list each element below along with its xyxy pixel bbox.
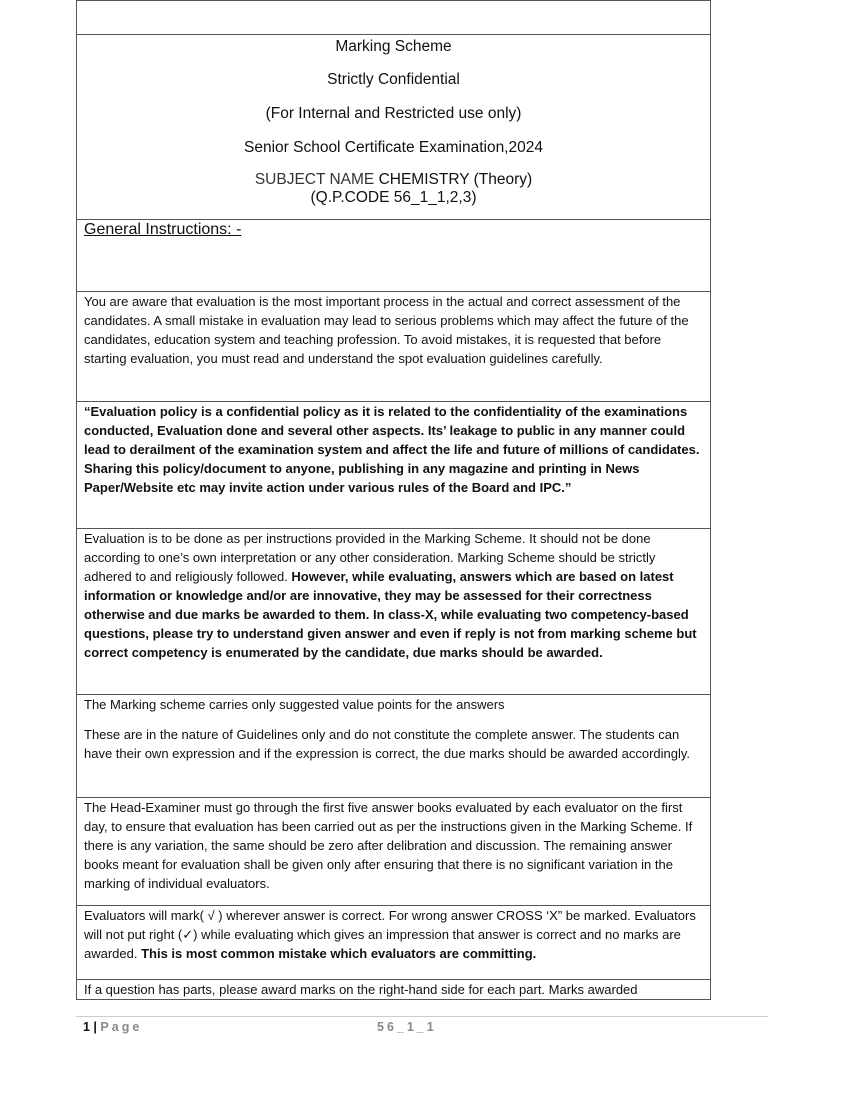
empty-row bbox=[77, 1, 710, 35]
instruction-text-5: The Head-Examiner must go through the first five answer books evaluated by each evaluator on the first day, to ensure that evaluation has been carried out as per the instructions given in the Marking Scheme. If there is any variation, the same should be zero after delibration and discussion. The remaining answer books meant for evaluation shall be given only after ensuring that there is no significant variation in the marking of individual evaluators. bbox=[84, 800, 693, 891]
instruction-row-7 bbox=[77, 980, 710, 999]
instruction-row-2 bbox=[77, 402, 710, 529]
subject-name: CHEMISTRY (Theory) bbox=[378, 171, 533, 188]
page-number: 1 bbox=[83, 1020, 90, 1034]
instruction-text-3-normal: Evaluation is to be done as per instructions provided in the Marking Scheme. It should not be done according to one’s own interpretation or any other consideration. Marking Scheme should be strictly adhered to and religiously followed. bbox=[84, 531, 656, 584]
page-separator: | bbox=[89, 1020, 101, 1034]
instruction-text-4b: These are in the nature of Guidelines only and do not constitute the complete answer. The students can have their own expression and if the expression is correct, the due marks should be awarded accordingly. bbox=[84, 727, 691, 761]
instruction-row-6 bbox=[77, 906, 710, 980]
general-instructions-title: General Instructions: - bbox=[84, 221, 242, 238]
footer-divider bbox=[76, 1016, 768, 1017]
general-instructions-row bbox=[77, 220, 710, 292]
instruction-text-3 bbox=[84, 529, 703, 662]
instruction-text-3-bold: However, while evaluating, answers which are based on latest information or knowledge and/or are innovative, they may be assessed for their correctness otherwise and due marks be awarded to them. In class-X, while evaluating two competency-based questions, please try to understand given answer and even if reply is not from marking scheme but correct competency is enumerated by the candidate, due marks should be awarded. bbox=[84, 569, 697, 660]
restricted-label: (For Internal and Restricted use only) bbox=[265, 105, 522, 122]
confidential-label: Strictly Confidential bbox=[327, 71, 460, 88]
subject-line bbox=[77, 171, 710, 189]
instruction-row-3 bbox=[77, 529, 710, 695]
qp-code: (Q.P.CODE 56_1_1,2,3) bbox=[310, 189, 477, 206]
instruction-row-4 bbox=[77, 695, 710, 798]
instruction-text-6-bold: This is most common mistake which evaluators are committing. bbox=[141, 946, 537, 961]
instruction-row-1 bbox=[77, 292, 710, 402]
instruction-text-7: If a question has parts, please award marks on the right-hand side for each part. Marks awarded bbox=[84, 982, 638, 997]
header-block bbox=[77, 35, 710, 220]
page-label: Page bbox=[100, 1020, 143, 1034]
instruction-text-6-normal: Evaluators will mark( √ ) wherever answer is correct. For wrong answer CROSS ‘X” be marked. Evaluators will not put right (✓) while evaluating which gives an impression that answer is correct and no marks are awarded. bbox=[84, 908, 696, 961]
instruction-text-1: You are aware that evaluation is the most important process in the actual and correct assessment of the candidates. A small mistake in evaluation may lead to serious problems which may affect the future of the candidates, education system and teaching profession. To avoid mistakes, it is requested that before starting evaluation, you must read and understand the spot evaluation guidelines carefully. bbox=[84, 294, 689, 366]
exam-name: Senior School Certificate Examination,2024 bbox=[244, 139, 543, 156]
page-footer bbox=[83, 1020, 142, 1034]
footer-code: 56_1_1 bbox=[377, 1020, 437, 1034]
instruction-text-6 bbox=[84, 906, 703, 963]
subject-label: SUBJECT NAME bbox=[254, 171, 379, 188]
marking-scheme-table bbox=[76, 0, 711, 1000]
instruction-text-2: “Evaluation policy is a confidential policy as it is related to the confidentiality of the examinations conducted, Evaluation done and several other aspects. Its’ leakage to public in any manner could lead to derailment of the examination system and affect the life and future of millions of candidates. Sharing this policy/document to anyone, publishing in any magazine and printing in News Paper/Website etc may invite action under various rules of the Board and IPC.” bbox=[84, 404, 700, 495]
document-title: Marking Scheme bbox=[335, 38, 452, 55]
instruction-text-4a: The Marking scheme carries only suggested value points for the answers bbox=[84, 697, 505, 712]
instruction-row-5 bbox=[77, 798, 710, 906]
